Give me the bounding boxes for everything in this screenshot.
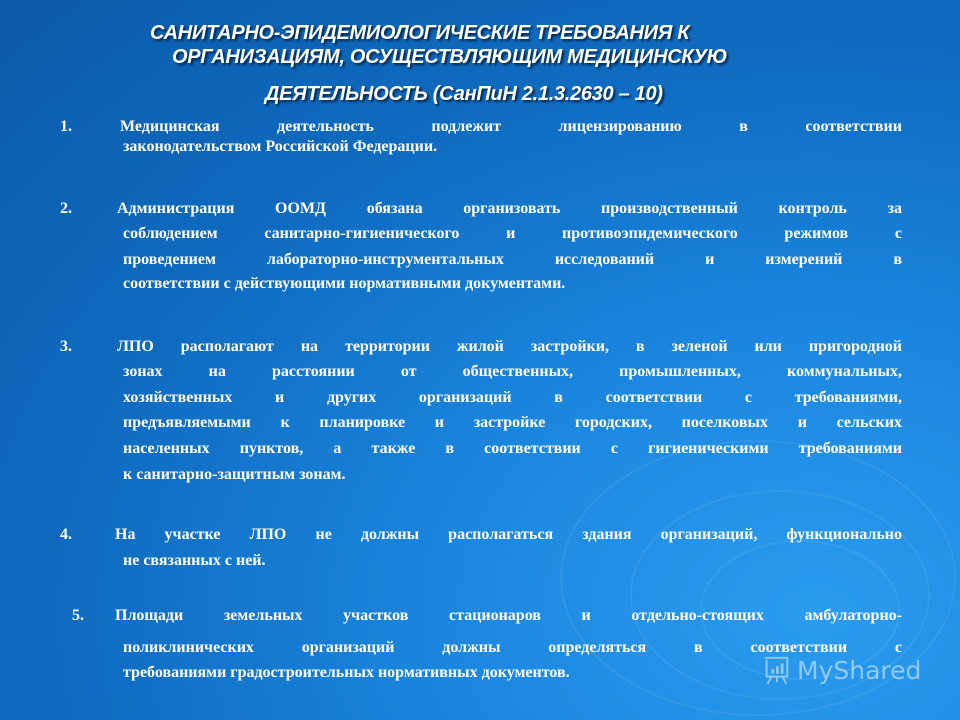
- item-text-line: не связанных с ней.: [123, 552, 266, 569]
- item-text-line: На участке ЛПО не должны располагаться здания организаций, функционально: [115, 526, 902, 543]
- item-text-line: законодательством Российской Федерации.: [123, 138, 438, 155]
- item-text-line: к санитарно-защитным зонам.: [123, 466, 346, 483]
- item-text-line: населенных пунктов, а также в соответствии с гигиеническими требованиями: [123, 440, 902, 457]
- presentation-board-icon: [760, 654, 792, 686]
- item-number: 2.: [60, 200, 72, 217]
- title-line-1: САНИТАРНО-ЭПИДЕМИОЛОГИЧЕСКИЕ ТРЕБОВАНИЯ К: [150, 22, 690, 44]
- item-text-line: проведением лабораторно-инструментальных исследований и измерений в: [123, 251, 902, 268]
- item-text-line: соблюдением санитарно-гигиенического и противоэпидемического режимов с: [123, 225, 902, 242]
- watermark-text: MyShared: [797, 655, 922, 685]
- item-text-line: ЛПО располагают на территории жилой застройки, в зеленой или пригородной: [117, 338, 902, 355]
- item-number: 1.: [60, 118, 72, 135]
- watermark: [760, 654, 921, 686]
- item-text-line: предъявляемыми к планировке и застройке городских, поселковых и сельских: [123, 414, 902, 431]
- title-line-3: ДЕЯТЕЛЬНОСТЬ (СанПиН 2.1.3.2630 – 10): [265, 83, 663, 105]
- item-text-line: соответствии с действующими нормативными документами.: [123, 275, 566, 292]
- title-line-2: ОРГАНИЗАЦИЯМ, ОСУЩЕСТВЛЯЮЩИМ МЕДИЦИНСКУЮ: [172, 46, 728, 68]
- item-text-line: Администрация ООМД обязана организовать производственный контроль за: [117, 200, 902, 217]
- item-text-line: Медицинская деятельность подлежит лицензированию в соответствии: [120, 118, 902, 135]
- item-text-line: зонах на расстоянии от общественных, промышленных, коммунальных,: [123, 363, 902, 380]
- item-text-line: поликлинических организаций должны определяться в соответствии с: [123, 639, 902, 656]
- item-text-line: хозяйственных и других организаций в соответствии с требованиями,: [123, 389, 902, 406]
- item-text-line: Площади земельных участков стационаров и отдельно-стоящих амбулаторно-: [115, 607, 902, 624]
- item-text-line: требованиями градостроительных нормативных документов.: [123, 664, 570, 681]
- item-number: 3.: [60, 338, 72, 355]
- item-number: 5.: [72, 607, 84, 624]
- item-number: 4.: [60, 526, 72, 543]
